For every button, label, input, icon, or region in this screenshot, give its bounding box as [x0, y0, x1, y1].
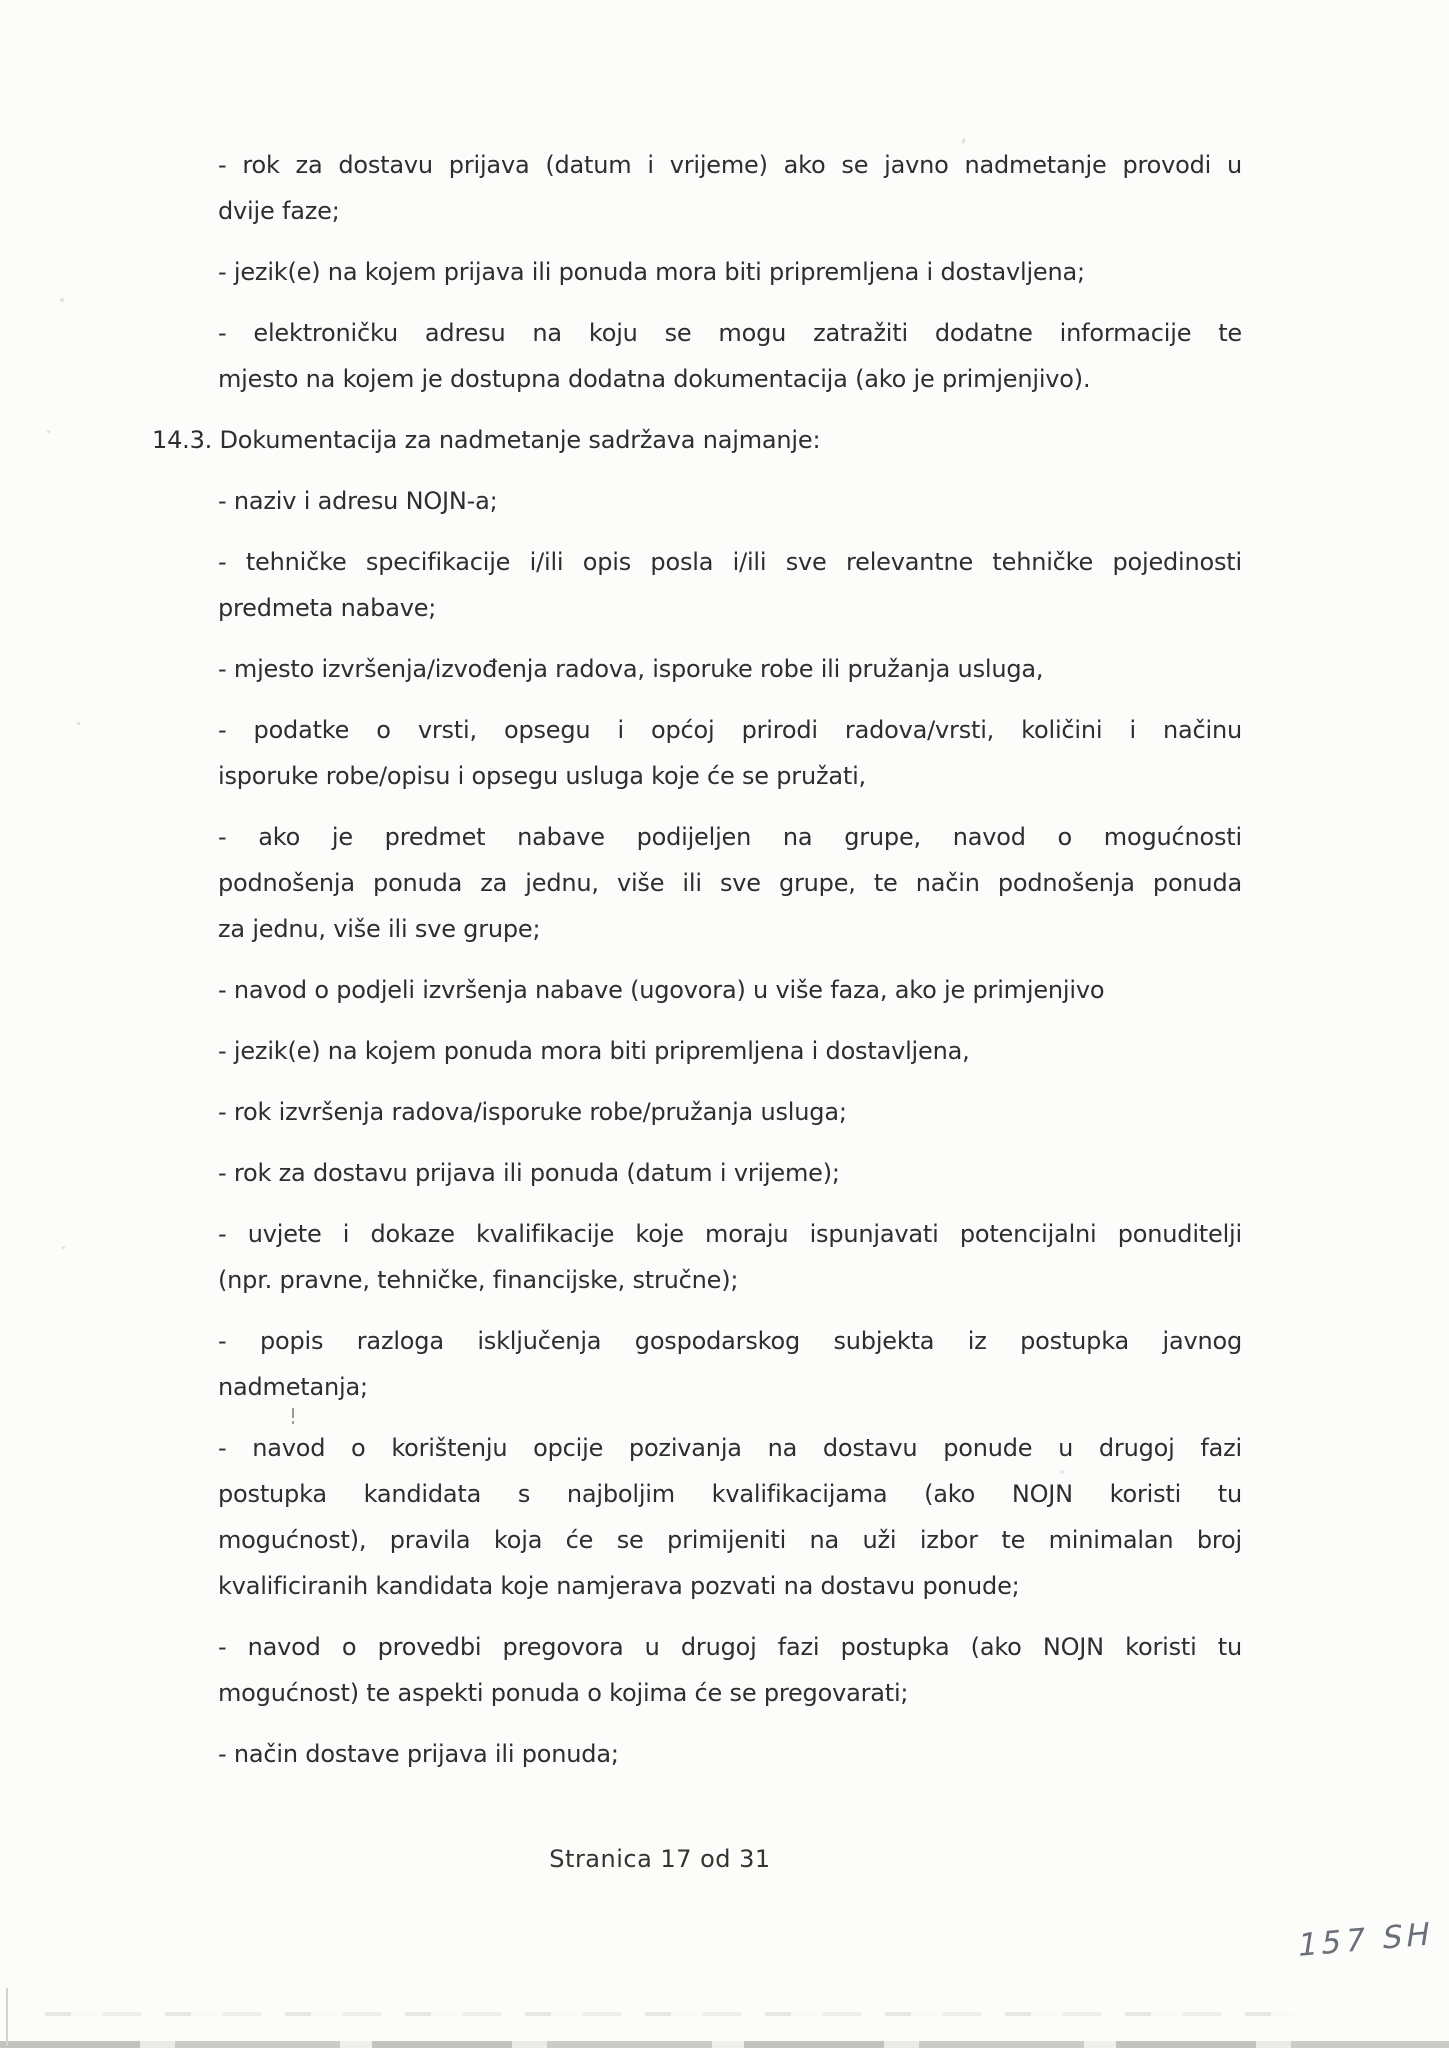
bullet-item	[218, 707, 1242, 799]
text-line: - jezik(e) na kojem ponuda mora biti pripremljena i dostavljena,	[218, 1037, 970, 1065]
text-line: - podatke o vrsti, opsegu i općoj prirodi radova/vrsti, količini i načinu	[218, 716, 1242, 744]
section-heading	[152, 417, 1242, 463]
page-number: Stranica 17 od 31	[549, 1845, 771, 1873]
text-line: (npr. pravne, tehničke, financijske, stručne);	[218, 1266, 739, 1294]
bullet-item	[218, 249, 1242, 295]
scan-artifact	[45, 2012, 1295, 2016]
bullet-item	[218, 1425, 1242, 1609]
scan-artifact	[1060, 1470, 1065, 1474]
text-line: - rok izvršenja radova/isporuke robe/pružanja usluga;	[218, 1098, 847, 1126]
text-line: 14.3. Dokumentacija za nadmetanje sadržava najmanje:	[152, 426, 821, 454]
bullet-item	[218, 539, 1242, 631]
text-line: - rok za dostavu prijava ili ponuda (datum i vrijeme);	[218, 1159, 840, 1187]
text-line: kvalificiranih kandidata koje namjerava pozvati na dostavu ponude;	[218, 1572, 1020, 1600]
scan-artifact	[292, 1421, 294, 1424]
bullet-item	[218, 814, 1242, 952]
bullet-item	[218, 310, 1242, 402]
text-line: mogućnost), pravila koja će se primijeniti na uži izbor te minimalan broj	[218, 1526, 1242, 1554]
text-line: za jednu, više ili sve grupe;	[218, 915, 541, 943]
text-line: - naziv i adresu NOJN-a;	[218, 487, 498, 515]
bullet-item	[218, 142, 1242, 234]
text-line: postupka kandidata s najboljim kvalifikacijama (ako NOJN koristi tu	[218, 1480, 1242, 1508]
bullet-item	[218, 1731, 1242, 1777]
text-line: - navod o korištenju opcije pozivanja na dostavu ponude u drugoj fazi	[218, 1434, 1242, 1462]
text-line: - način dostave prijava ili ponuda;	[218, 1740, 619, 1768]
text-line: - tehničke specifikacije i/ili opis posla i/ili sve relevantne tehničke pojedinosti	[218, 548, 1242, 576]
text-line: - ako je predmet nabave podijeljen na grupe, navod o mogućnosti	[218, 823, 1242, 851]
text-line: - jezik(e) na kojem prijava ili ponuda mora biti pripremljena i dostavljena;	[218, 258, 1085, 286]
text-line: - elektroničku adresu na koju se mogu zatražiti dodatne informacije te	[218, 319, 1242, 347]
scan-edge	[0, 2041, 1449, 2048]
text-line: predmeta nabave;	[218, 594, 437, 622]
bullet-item	[218, 967, 1242, 1013]
bullet-item	[218, 1318, 1242, 1410]
text-line: isporuke robe/opisu i opsegu usluga koje će se pružati,	[218, 762, 866, 790]
bullet-item	[218, 1028, 1242, 1074]
text-line: - rok za dostavu prijava (datum i vrijeme) ako se javno nadmetanje provodi u	[218, 151, 1242, 179]
bullet-item	[218, 646, 1242, 692]
bullet-item	[218, 1089, 1242, 1135]
scan-artifact	[62, 1246, 65, 1249]
document-body	[152, 142, 1242, 1792]
scan-edge	[6, 1988, 8, 2046]
scan-artifact	[60, 298, 64, 302]
scan-artifact	[77, 722, 80, 725]
handwritten-mark: 157 SH	[1295, 1915, 1437, 1965]
text-line: mjesto na kojem je dostupna dodatna dokumentacija (ako je primjenjivo).	[218, 365, 1091, 393]
text-line: nadmetanja;	[218, 1373, 368, 1401]
text-line: mogućnost) te aspekti ponuda o kojima će se pregovarati;	[218, 1679, 909, 1707]
text-line: dvije faze;	[218, 197, 340, 225]
text-line: - popis razloga isključenja gospodarskog subjekta iz postupka javnog	[218, 1327, 1242, 1355]
scan-artifact	[47, 430, 50, 433]
text-line: - navod o provedbi pregovora u drugoj fazi postupka (ako NOJN koristi tu	[218, 1633, 1242, 1661]
bullet-item	[218, 478, 1242, 524]
text-line: - navod o podjeli izvršenja nabave (ugovora) u više faza, ako je primjenjivo	[218, 976, 1105, 1004]
bullet-item	[218, 1624, 1242, 1716]
bullet-item	[218, 1211, 1242, 1303]
text-line: - uvjete i dokaze kvalifikacije koje moraju ispunjavati potencijalni ponuditelji	[218, 1220, 1242, 1248]
text-line: podnošenja ponuda za jednu, više ili sve grupe, te način podnošenja ponuda	[218, 869, 1242, 897]
text-line: - mjesto izvršenja/izvođenja radova, isporuke robe ili pružanja usluga,	[218, 655, 1044, 683]
scan-artifact	[292, 1408, 294, 1418]
bullet-item	[218, 1150, 1242, 1196]
